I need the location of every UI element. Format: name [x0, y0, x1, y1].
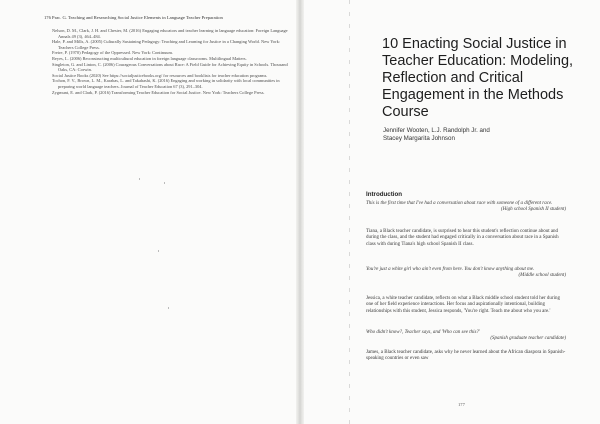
epigraph-quote: [366, 267, 566, 280]
reference-entry: Singleton, G. and Linton, C. (2006) Courageous Conversations about Race: A Field Guide for Achieving Equity in Schools. Thousand Oaks, CA: Corwin.: [52, 61, 288, 73]
body-paragraph: Tiana, a Black teacher candidate, is surprised to hear this student's reflection continue about and during the class, and the student had engaged critically in a conversation about race in a Spanish class with during Tiana's high school Spanish II class.: [366, 229, 559, 247]
reference-list: [52, 28, 290, 95]
left-page: [0, 0, 298, 424]
authors-line: Jennifer Wooten, L.J. Randolph Jr. and: [383, 127, 490, 134]
body-paragraph: Jessica, a white teacher candidate, reflects on what a Black middle school student told her during one of her field experience interactions. Her focus and aspirationally intentional, building relationships with this student, Jessica responds, 'You're right. Teach me about who you are.': [366, 296, 560, 314]
quote-attribution: (Spanish graduate teacher candidate): [490, 336, 566, 342]
epigraph-quote: [366, 330, 566, 343]
authors-line: Stacey Margarita Johnson: [383, 135, 455, 143]
quote-attribution: (High school Spanish II student): [501, 207, 566, 213]
quote-text: You're just a white girl who ain't even from here. You don't know anything about me.: [366, 267, 535, 272]
reference-entry: Nelson, D. M., Clark, J. H. and Chester, M. (2016) Engaging educators and teacher learning in language education: Foreign Language Annals 49 (3), 464–484.: [52, 28, 288, 39]
quote-text: Who didn't know?, Teacher says, and 'Who can see this?': [366, 330, 480, 335]
quote-text: This is the first time that I've had a conversation about race with someone of a different race.: [366, 201, 553, 206]
body-paragraph: James, a Black teacher candidate, asks why he never learned about the African diaspora in Spanish-speaking countries or even saw: [366, 350, 566, 362]
reference-entry: Hale, P. and Mills, A. (2005) Culturally Sustaining Pedagogy: Teaching and Learning for Justice in a Changing World. New York: Teachers College Press.: [52, 39, 281, 50]
reference-entry: Tochon, F. V., Brown, L. M., Karabas, L. and Takahashi, K. (2016) Engaging and working in solidarity with local communities in preparing world language teachers. Journal of Teacher Education 67 (3), 291–304.: [52, 78, 280, 89]
quote-attribution: (Middle school student): [518, 273, 566, 279]
scan-speck: [168, 307, 169, 309]
scan-speck: [164, 182, 165, 184]
reference-entry: Freire, P. (1970) Pedagogy of the Oppressed. New York: Continuum.: [52, 50, 173, 56]
epigraph-quote: [366, 201, 566, 214]
scan-speck: [158, 250, 159, 252]
reference-entry: Social Justice Books (2020) See https://socialjusticebooks.org/ for resources and booklists for teacher education programs.: [52, 72, 268, 78]
scan-speck: [139, 178, 140, 180]
reference-entry: Reyes, L. (2006) Reconstructing multicultural education in foreign language classrooms. Multilingual Matters.: [52, 55, 247, 61]
page-number: 177: [458, 402, 465, 407]
chapter-authors: [383, 127, 583, 143]
running-head: 176 Prac. G. Teaching and Researching Social Justice Elements in Language Teacher Preparation: [44, 15, 223, 20]
section-heading: Introduction: [366, 191, 403, 198]
reference-entry: Zygmunt, E. and Clark, P. (2016) Transforming Teacher Education for Social Justice. New York: Teachers College Press.: [52, 89, 265, 95]
chapter-title: 10 Enacting Social Justice in Teacher Education: Modeling, Reflection and Critical Engagement in the Methods Course: [382, 36, 574, 120]
